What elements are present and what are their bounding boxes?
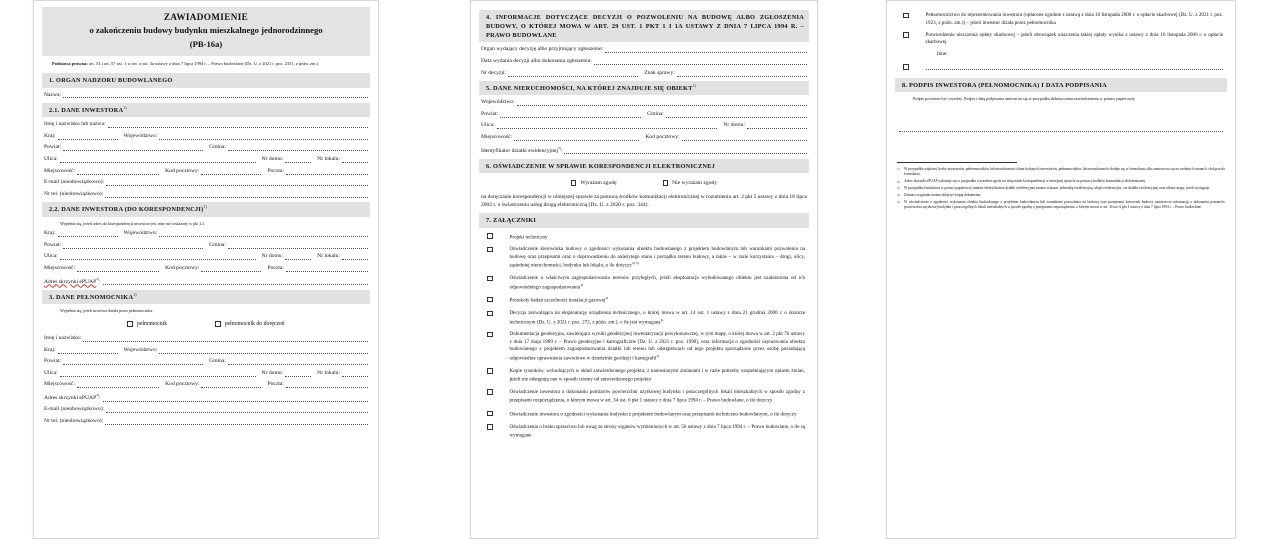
section-5-footnote-ref: 1)	[692, 83, 697, 88]
label-corr-poczta: Poczta:	[267, 265, 284, 272]
field-row-investor-tel	[44, 191, 368, 198]
field-row-nazwa	[44, 92, 368, 99]
input-investor-nr-lokalu[interactable]	[342, 157, 368, 163]
section-2-2-text: 2.2. DANE INWESTORA (DO KORESPONDENCJI)	[49, 205, 204, 213]
label-prop-miejscowosc: Miejscowość:	[481, 134, 513, 141]
attachment-label: Kopie rysunków, wchodzących w skład zatwierdzonego projektu, z naniesionymi zmianami i w razie potrzeby uzupełniającym opisem zmian, jeżeli nie odstępują one w sposób istotny od zatwierdzonego projektu	[509, 367, 805, 383]
input-proxy-wojewodztwo[interactable]	[159, 348, 368, 354]
input-nr-decyzji[interactable]	[508, 71, 638, 77]
label-kod-pocztowy: Kod pocztowy:	[165, 167, 200, 174]
input-corr-nr-lokalu[interactable]	[342, 254, 368, 260]
section-header-6: 6. OŚWIADCZENIE W SPRAWIE KORESPONDENCJI ELEKTRONICZNEJ	[479, 159, 809, 173]
field-row-proxy-tel	[44, 418, 368, 425]
list-item[interactable]	[479, 331, 809, 363]
input-investor-kod-pocztowy[interactable]	[201, 169, 261, 175]
field-row-prop-miejscowosc	[481, 134, 807, 141]
label-data-wydania: Data wydania decyzji albo dokonania zgłoszenia:	[481, 57, 592, 64]
label-proxy-imie-nazwisko: Imię i nazwisko:	[44, 334, 82, 341]
field-row-prop-powiat-gmina	[481, 111, 807, 118]
footnote-number: 3)	[897, 186, 900, 191]
econsent-options	[479, 180, 809, 186]
attachment-label: Oświadczenie inwestora o dokonaniu pomiarów powierzchni użytkowej budynku i poszczególnych lokali mieszkalnych w sposób zgodny z przepisami rozporządzenia, o którym mowa w art. 34 ust. 6 pkt 1 ustawy z dnia 7 lipca 1994 r. – Prawo budowlane, o ile dotyczy	[509, 388, 805, 405]
label-prop-ulica: Ulica:	[481, 122, 495, 129]
checkbox-icon[interactable]	[487, 297, 493, 303]
option-consent-no[interactable]	[663, 180, 718, 186]
label-imie-nazwisko-nazwa: Imię i nazwisko lub nazwa:	[44, 121, 106, 128]
input-corr-wojewodztwo[interactable]	[159, 231, 368, 237]
checkbox-icon[interactable]	[487, 247, 493, 253]
section-header-5	[479, 81, 809, 95]
label-prop-wojewodztwo: Województwo:	[481, 99, 515, 106]
page-title: ZAWIADOMIENIE	[163, 12, 249, 22]
label-kraj: Kraj:	[44, 132, 56, 139]
input-data-wydania[interactable]	[594, 59, 807, 65]
section-8-hint: Podpis powinien być czytelny. Podpis i datę podpisania umieszcza się w przypadku dokonywania zawiadomienia w postaci papierowej.	[913, 96, 1136, 102]
field-row-investor-ulica	[44, 156, 368, 163]
field-row-data-wydania	[481, 58, 807, 65]
field-row-proxy-epuap	[44, 393, 368, 402]
input-investor-name[interactable]	[108, 122, 368, 128]
input-prop-wojewodztwo[interactable]	[517, 100, 807, 106]
list-item[interactable]	[479, 410, 809, 419]
section-2-2-footnote-ref: 1)	[203, 204, 207, 209]
list-item[interactable]	[479, 275, 809, 292]
label-proxy-wojewodztwo: Województwo:	[123, 346, 158, 353]
option-pelnomocnik-doreczen-label: pełnomocnik do doręczeń	[224, 320, 285, 327]
attachment-label: Projekt techniczny	[509, 234, 548, 241]
checkbox-icon[interactable]	[487, 424, 493, 430]
label-nr-decyzji: Nr decyzji:	[481, 69, 507, 76]
label-prop-gmina: Gmina:	[647, 110, 664, 117]
footnote	[897, 193, 1225, 198]
label-proxy-ulica: Ulica:	[44, 369, 58, 376]
input-prop-gmina[interactable]	[666, 112, 807, 118]
input-corr-miejscowosc[interactable]	[77, 266, 159, 272]
field-row-nr-decyzji	[481, 70, 807, 77]
option-consent-yes[interactable]	[571, 180, 617, 186]
label-proxy-kod-pocztowy: Kod pocztowy:	[165, 381, 200, 388]
label-corr-kod-pocztowy: Kod pocztowy:	[165, 265, 200, 272]
input-corr-poczta[interactable]	[286, 266, 368, 272]
field-row-proxy-miejscowosc	[44, 381, 368, 388]
input-investor-kraj[interactable]	[58, 134, 118, 140]
field-row-investor-kraj-woj	[44, 133, 368, 140]
label-proxy-poczta: Poczta:	[267, 381, 284, 388]
attachment-other-label: Inne:	[937, 51, 948, 58]
checkbox-icon[interactable]	[571, 180, 577, 186]
label-proxy-powiat: Powiat:	[44, 358, 62, 365]
label-powiat: Powiat:	[44, 144, 62, 151]
field-row-corr-ulica	[44, 253, 368, 260]
input-prop-dzialka[interactable]	[564, 148, 807, 154]
footnotes	[897, 167, 1225, 211]
input-proxy-kod-pocztowy[interactable]	[201, 382, 261, 388]
input-investor-email[interactable]	[106, 180, 368, 186]
attachment-label: Dokumentacja geodezyjna, zawierająca wyniki geodezyjnej inwentaryzacji powykonawczej, w tym mapę, o której mowa w art. 2 pkt 7b ustawy z dnia 17 maja 1989 r. – Prawo geodezyjne i kartograficzne (Dz. U. z 2021 r. poz. 1990), oraz informacja o zgodności usytuowania obiektu budowlanego z projektem zagospodarowania działki lub terenu lub odstępstwach od tego projektu sporządzone przez osobę posiadającą odpowiednie uprawnienia zawodowe w dziedzinie geodezji i kartografii$^{4)}$	[509, 331, 805, 362]
footnote-text: W oświadczeniu o zgodności wykonania obiektu budowlanego z projektem budowlanym lub warunkami pozwolenia na budowę oraz przepisami kierownik budowy zamieszcza informację o dokonaniu pomiarów powierzchni użytkowej budynku i poszczególnych lokali mieszkalnych w sposób zgodny z przepisami rozporządzenia, o którym mowa w art. 34 ust. 6 pkt 1 ustawy z dnia 7 lipca 1994 r. – Prawo budowlane.	[904, 199, 1225, 210]
checkbox-icon[interactable]	[903, 13, 909, 19]
footnote-number: 2)	[897, 179, 900, 184]
field-row-proxy-email	[44, 406, 368, 413]
attachment-label: Protokoły badań szczelności instalacji gazowej$^{4)}$	[509, 296, 609, 305]
input-znak-sprawy[interactable]	[677, 71, 807, 77]
label-proxy-gmina: Gmina:	[209, 358, 226, 365]
input-proxy-poczta[interactable]	[286, 382, 368, 388]
attachment-label: Pełnomocnictwo do reprezentowania inwestora (opłacone zgodnie z ustawą z dnia 16 listopada 2006 r. o opłacie skarbowej (Dz. U. z 2021 r. poz. 1923, z późn. zm.)) – jeżeli inwestor działa przez pełnomocnika	[925, 12, 1223, 26]
field-row-organ-wydajacy	[481, 46, 807, 53]
footnote-text: Adres skrzynki ePUAP wskazuje się w przypadku wyrażenia zgody na doręczanie korespondencji w niniejszej sprawie za pomocą środków komunikacji elektronicznej.	[904, 179, 1146, 184]
footnote-divider	[897, 162, 1017, 163]
checkbox-icon[interactable]	[903, 32, 909, 38]
input-organ-wydajacy[interactable]	[605, 47, 807, 53]
list-item[interactable]	[479, 310, 809, 327]
label-corr-kraj: Kraj:	[44, 230, 56, 237]
list-item[interactable]	[895, 12, 1227, 27]
section-2-1-text: 2.1. DANE INWESTORA	[49, 106, 124, 114]
attachments-list-continued	[895, 12, 1227, 47]
form-code: (PB-16a)	[189, 38, 223, 49]
input-corr-ulica[interactable]	[60, 254, 256, 260]
field-row-proxy-kraj-woj	[44, 347, 368, 354]
input-corr-powiat[interactable]	[63, 243, 203, 249]
checkbox-icon[interactable]	[127, 321, 133, 327]
attachment-label: Decyzja zezwalająca na eksploatację urządzenia technicznego, o której mowa w art. 14 ust. 1 ustawy z dnia 21 grudnia 2000 r. o dozorze technicznym (Dz. U. z 2021 r. poz. 272, z późn. zm.), o ile jest wymagana$^{4)}$	[509, 310, 805, 326]
field-row-investor-name	[44, 121, 368, 128]
footnote-text: W przypadku formularza w postaci papierowej zamiast identyfikatora działki ewidencyjnej można wskazać jednostkę ewidencyjną, obręb ewidencyjny i nr działki ewidencyjnej oraz arkusz mapy, jeżeli występuje.	[904, 186, 1211, 191]
label-prop-powiat: Powiat:	[481, 110, 499, 117]
input-investor-tel[interactable]	[105, 192, 368, 198]
input-prop-kod-pocztowy[interactable]	[682, 135, 807, 141]
label-proxy-epuap: Adres skrzynki ePUAP$^{2)}$:	[44, 392, 101, 401]
label-corr-ulica: Ulica:	[44, 253, 58, 260]
input-proxy-powiat[interactable]	[63, 359, 203, 365]
input-investor-nr-domu[interactable]	[285, 157, 311, 163]
input-proxy-nr-lokalu[interactable]	[342, 371, 368, 377]
attachment-other-row[interactable]	[895, 64, 1227, 70]
label-organ-wydajacy: Organ wydający decyzję albo przyjmujący zgłoszenie:	[481, 46, 604, 53]
document-page-1	[33, 0, 379, 539]
attachment-label: Oświadczenia o braku sprzeciwu lub uwag ze strony organów wymienionych w art. 56 ustawy z dnia 7 lipca 1994 r. – Prawo budowlane, o ile są wymagane	[509, 423, 805, 440]
checkbox-icon[interactable]	[215, 321, 221, 327]
footnote-number: 4)	[897, 193, 900, 198]
label-proxy-tel: Nr tel. (nieobowiązkowo):	[44, 417, 104, 424]
input-investor-ulica[interactable]	[60, 157, 256, 163]
footnote	[897, 186, 1225, 191]
field-row-prop-wojewodztwo	[481, 99, 807, 106]
input-corr-kod-pocztowy[interactable]	[201, 266, 261, 272]
input-proxy-ulica[interactable]	[60, 371, 256, 377]
label-ulica: Ulica:	[44, 156, 58, 163]
input-proxy-gmina[interactable]	[228, 359, 368, 365]
field-row-proxy-name	[44, 335, 368, 342]
input-corr-nr-domu[interactable]	[285, 254, 311, 260]
checkbox-icon[interactable]	[487, 368, 493, 374]
label-wojewodztwo: Województwo:	[123, 132, 158, 139]
label-prop-dzialka: Identyfikator działki ewidencyjnej$^{3)}$:	[481, 145, 563, 154]
footnote-number: 5)	[897, 200, 900, 205]
input-proxy-name[interactable]	[83, 336, 368, 342]
section-3-text: 3. DANE PEŁNOMOCNIKA	[49, 293, 134, 301]
checkbox-icon[interactable]	[487, 411, 493, 417]
label-poczta: Poczta:	[267, 167, 284, 174]
section-header-2-1	[42, 103, 370, 117]
input-investor-miejscowosc[interactable]	[77, 169, 159, 175]
label-nr-lokalu: Nr lokalu:	[317, 156, 340, 163]
proxy-type-options	[42, 321, 370, 327]
field-row-investor-powiat-gmina	[44, 144, 368, 151]
checkbox-icon[interactable]	[487, 233, 493, 239]
field-row-corr-kraj-woj	[44, 230, 368, 237]
input-investor-poczta[interactable]	[286, 169, 368, 175]
section-3-footnote-ref: 1)	[133, 292, 137, 297]
label-nr-tel: Nr tel. (nieobowiązkowo):	[44, 190, 104, 197]
input-proxy-nr-domu[interactable]	[285, 371, 311, 377]
checkbox-icon[interactable]	[487, 332, 493, 338]
section-header-4: 4. INFORMACJE DOTYCZĄCE DECYZJI O POZWOLENIU NA BUDOWĘ ALBO ZGŁOSZENIA BUDOWY, O KTÓREJ MOWA W ART. 29 UST. 1 PKT 1 I 1A USTAWY Z DNIA 7 LIPCA 1994 R. – PRAWO BUDOWLANE	[479, 10, 809, 42]
label-corr-gmina: Gmina:	[209, 241, 226, 248]
input-corr-kraj[interactable]	[58, 231, 118, 237]
field-row-prop-dzialka	[481, 146, 807, 155]
option-pelnomocnik-label: pełnomocnik	[136, 320, 168, 327]
input-investor-powiat[interactable]	[63, 145, 203, 151]
attachments-list	[479, 233, 809, 441]
attachment-label: Oświadczenie o właściwym zagospodarowaniu terenów przyległych, jeżeli eksploatacja wybudowanego obiektu jest uzależniona od ich odpowiedniego zagospodarowania$^{4)}$	[509, 275, 805, 291]
document-page-3	[886, 0, 1236, 539]
section-header-2-2	[42, 202, 370, 216]
footnote-number: 1)	[897, 167, 900, 172]
footnote	[897, 167, 1225, 178]
list-item[interactable]	[895, 32, 1227, 47]
footnote-text: Zamiast oryginału można dołączyć kopię dokumentu.	[904, 193, 982, 198]
form-title-block	[42, 7, 370, 56]
label-email: E-mail (nieobowiązkowo):	[44, 179, 105, 186]
label-proxy-miejscowosc: Miejscowość:	[44, 381, 76, 388]
label-proxy-nr-lokalu: Nr lokalu:	[317, 369, 340, 376]
footnote	[897, 200, 1225, 211]
list-item[interactable]	[479, 368, 809, 385]
section-header-3	[42, 290, 370, 304]
label-proxy-email: E-mail (nieobowiązkowo):	[44, 406, 105, 413]
section-3-hint: Wypełnia się, jeżeli inwestor działa przez pełnomocnika.	[60, 308, 154, 314]
option-pelnomocnik-doreczen[interactable]	[215, 321, 284, 327]
attachment-label: Oświadczenie inwestora o zgodności wykonania budynku z projektem budowlanym oraz przepisami techniczno-budowlanymi, o ile dotyczy	[509, 411, 797, 418]
label-prop-nr-domu: Nr domu:	[723, 122, 745, 129]
checkbox-icon[interactable]	[663, 180, 669, 186]
footnote	[897, 179, 1225, 184]
input-prop-powiat[interactable]	[500, 112, 641, 118]
list-item[interactable]	[479, 296, 809, 305]
field-row-corr-powiat-gmina	[44, 242, 368, 249]
field-row-corr-miejscowosc	[44, 265, 368, 272]
label-znak-sprawy: Znak sprawy:	[644, 69, 675, 76]
field-row-proxy-ulica	[44, 370, 368, 377]
input-proxy-miejscowosc[interactable]	[77, 382, 159, 388]
list-item[interactable]	[479, 233, 809, 242]
label-corr-nr-lokalu: Nr lokalu:	[317, 253, 340, 260]
label-corr-miejscowosc: Miejscowość:	[44, 265, 76, 272]
label-proxy-kraj: Kraj:	[44, 346, 56, 353]
label-proxy-nr-domu: Nr domu:	[261, 369, 284, 376]
field-row-proxy-powiat-gmina	[44, 358, 368, 365]
checkbox-icon[interactable]	[487, 276, 493, 282]
list-item[interactable]	[479, 424, 809, 441]
checkbox-icon[interactable]	[903, 64, 909, 70]
econsent-paragraph: na doręczanie korespondencji w niniejszej sprawie za pomocą środków komunikacji elektronicznej w rozumieniu art. 2 pkt 5 ustawy z dnia 18 lipca 2002 r. o świadczeniu usług drogą elektroniczną (Dz. U. z 2020 r. poz. 344).	[481, 194, 807, 209]
input-corr-gmina[interactable]	[228, 243, 368, 249]
input-prop-nr-domu[interactable]	[747, 123, 807, 129]
legal-basis-text: art. 54 i art. 57 ust. 1 w zw. z ust. 3a ustawy z dnia 7 lipca 1994 r. – Prawo budowlane (Dz. U. z 2021 r. poz. 2351, z późn. zm.).	[87, 61, 320, 67]
label-gmina: Gmina:	[209, 144, 226, 151]
list-item[interactable]	[479, 246, 809, 270]
input-proxy-epuap[interactable]	[103, 396, 368, 402]
input-prop-miejscowosc[interactable]	[514, 135, 639, 141]
section-header-1: 1. ORGAN NADZORU BUDOWLANEGO	[42, 73, 370, 87]
label-miejscowosc: Miejscowość:	[44, 167, 76, 174]
attachment-label: Oświadczenie kierownika budowy o zgodności wykonania obiektu budowlanego z projektem budowlanym lub warunkami pozwolenia na budowę oraz przepisami oraz o doprowadzeniu do należytego stanu i porządku terenu budowy, a także – w razie korzystania – drogi, ulicy, sąsiedniej nieruchomości, budynku lub lokalu, o ile dotyczy$^{4), 5)}$	[509, 246, 805, 270]
input-proxy-kraj[interactable]	[58, 348, 118, 354]
footnote-text: W przypadku większej liczby inwestorów, pełnomocników lub nieruchomości dane kolejnych inwestorów, pełnomocników lub nieruchomości dodaje się w formularzu albo zamieszcza się na osobnych stronach i dołącza do formularza.	[904, 166, 1225, 177]
input-attachment-other[interactable]	[926, 64, 1224, 70]
section-2-1-footnote-ref: 1)	[123, 105, 127, 110]
input-investor-gmina[interactable]	[228, 145, 368, 151]
list-item[interactable]	[479, 389, 809, 406]
label-nazwa: Nazwa:	[44, 91, 62, 98]
section-2-2-hint: Wypełnia się, jeżeli adres do korespondencji inwestora jest inny niż wskazany w pkt 2.1.	[60, 220, 206, 226]
legal-basis-label: Podstawa prawna:	[52, 61, 88, 67]
label-prop-kod-pocztowy: Kod pocztowy:	[645, 134, 680, 141]
label-corr-powiat: Powiat:	[44, 241, 62, 248]
input-proxy-tel[interactable]	[105, 419, 368, 425]
label-corr-wojewodztwo: Województwo:	[123, 230, 158, 237]
input-nazwa[interactable]	[63, 92, 368, 98]
field-row-investor-miejscowosc	[44, 168, 368, 175]
section-5-text: 5. DANE NIERUCHOMOŚCI, NA KTÓREJ ZNAJDUJE SIĘ OBIEKT	[486, 84, 693, 92]
page-subtitle: o zakończeniu budowy budynku mieszkalnego jednorodzinnego	[89, 25, 323, 36]
checkbox-icon[interactable]	[487, 311, 493, 317]
input-prop-ulica[interactable]	[497, 123, 718, 129]
field-row-corr-epuap	[44, 277, 368, 286]
option-consent-yes-label: Wyrażam zgodę	[580, 180, 617, 187]
checkbox-icon[interactable]	[487, 389, 493, 395]
section-header-7: 7. ZAŁĄCZNIKI	[479, 213, 809, 227]
label-nr-domu: Nr domu:	[261, 156, 284, 163]
legal-basis-note	[52, 61, 366, 68]
document-page-2	[470, 0, 818, 539]
label-corr-epuap: Adres skrzynki ePUAP$^{2)}$:	[44, 276, 101, 285]
input-proxy-email[interactable]	[106, 407, 368, 413]
option-consent-no-label: Nie wyrażam zgody	[672, 180, 718, 187]
label-corr-nr-domu: Nr domu:	[261, 253, 284, 260]
input-signature-date[interactable]	[899, 126, 1223, 132]
option-pelnomocnik[interactable]	[127, 321, 167, 327]
input-investor-wojewodztwo[interactable]	[159, 134, 368, 140]
input-corr-epuap[interactable]	[103, 279, 368, 285]
attachment-label: Potwierdzenie uiszczenia opłaty skarbowej – jeżeli obowiązek uiszczenia takiej opłaty wynika z ustawy z dnia 16 listopada 2006 r. o opłacie skarbowej	[925, 31, 1223, 46]
field-row-prop-ulica	[481, 122, 807, 129]
field-row-investor-email	[44, 179, 368, 186]
section-header-8: 8. PODPIS INWESTORA (PEŁNOMOCNIKA) I DATA PODPISANIA	[895, 78, 1227, 92]
